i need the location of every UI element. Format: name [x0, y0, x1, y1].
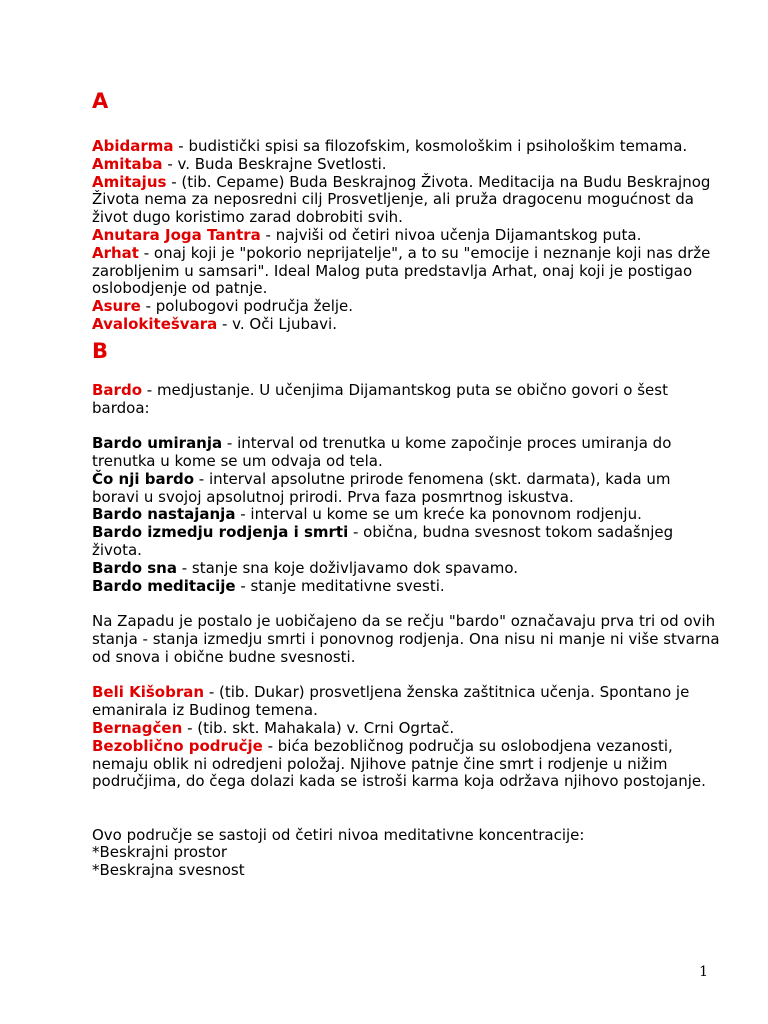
entry-amitaba: [92, 156, 722, 174]
spacer: [92, 417, 722, 435]
bardo-term: Bardo sna: [92, 558, 177, 577]
formless-list-item: *Beskrajni prostor: [92, 843, 228, 862]
formless-list-item: *Beskrajna svesnost: [92, 861, 245, 880]
entry-definition: - budistički spisi sa filozofskim, kosmološkim i psihološkim temama.: [173, 137, 688, 155]
spacer: [92, 667, 722, 685]
entry-term: Abidarma: [92, 137, 174, 155]
entry-avalokitesvara: [92, 316, 722, 334]
page-number: 1: [699, 964, 708, 980]
entry-asure: [92, 298, 722, 316]
section-heading-b: B: [92, 338, 109, 363]
entry-definition: - v. Buda Beskrajne Svetlosti.: [162, 154, 387, 173]
bardo-definition: - interval u kome se um kreće ka ponovnom rodjenju.: [235, 505, 642, 524]
bardo-term: Bardo umiranja: [92, 434, 223, 453]
bardo-term: Čo nji bardo: [92, 469, 195, 488]
entry-definition: - v. Oči Ljubavi.: [217, 314, 337, 333]
bardo-term: Bardo meditacije: [92, 576, 236, 595]
bardo-paragraph: Na Zapadu je postalo je uobičajeno da se rečju "bardo" označavaju prva tri od ovih stanja - stanja izmedju smrti i ponovnog rodjenja. Ona nisu ni manje ni više stvarna od snova i obične budne svesnosti.: [92, 612, 720, 666]
bardo-definition: - obična, budna svesnost tokom sadašnjeg života.: [92, 523, 674, 559]
entry-term: Avalokitešvara: [92, 314, 218, 333]
section-heading-a: A: [92, 89, 109, 113]
entry-term: Bardo: [92, 380, 142, 399]
bardo-item: [92, 578, 722, 596]
glossary-content: [92, 88, 722, 880]
bardo-term: Bardo nastajanja: [92, 505, 236, 524]
entry-definition: - polubogovi područja želje.: [140, 297, 354, 316]
spacer: [92, 595, 722, 613]
entry-term: Arhat: [92, 243, 139, 262]
entry-term: Bezoblično područje: [92, 736, 263, 755]
entry-arhat: [92, 245, 722, 298]
entry-bardo: [92, 382, 722, 418]
entry-definition: - (tib. Cepame) Buda Beskrajnog Života. Meditacija na Budu Beskrajnog Života nema za neposredni cilj Prosvetljenje, ali pruža dragocenu mogućnost da život dugo koristimo zarad dobrobiti svih.: [92, 172, 711, 227]
bardo-item: [92, 471, 722, 507]
entry-term: Beli Kišobran: [92, 683, 205, 702]
entry-anutara-joga-tantra: [92, 227, 722, 245]
entry-term: Asure: [92, 297, 141, 316]
bardo-item: [92, 435, 722, 471]
entry-amitajus: [92, 174, 722, 227]
entry-beli-kisobran: [92, 684, 722, 720]
entry-definition: - (tib. Dukar) prosvetljena ženska zaštitnica učenja. Spontano je emanirala iz Budinog temena.: [92, 683, 690, 720]
entry-term: Amitaba: [92, 154, 163, 173]
entry-bernagcen: [92, 720, 722, 738]
formless-intro: Ovo područje se sastoji od četiri nivoa meditativne koncentracije:: [92, 825, 585, 844]
bardo-definition: - interval od trenutka u kome započinje proces umiranja do trenutka u kome se um odvaja od tela.: [92, 434, 672, 470]
bardo-item: [92, 560, 722, 578]
bardo-definition: - stanje sna koje doživljavamo dok spavamo.: [176, 558, 519, 577]
bardo-term: Bardo izmedju rodjenja i smrti: [92, 523, 349, 542]
entry-definition: - bića bezobličnog područja su oslobodjena vezanosti, nemaju oblik ni odredjeni položaj. Njihove patnje čine smrt i rodjenje u nižim područjima, do čega dolazi kada se istroši karma koja održava njihovo postojanje.: [92, 736, 706, 791]
entry-abidarma: [92, 138, 722, 156]
spacer: [92, 791, 722, 827]
bardo-definition: - interval apsolutne prirode fenomena (skt. darmata), kada um boravi u svojoj apsolutnoj prirodi. Prva faza posmrtnog iskustva.: [92, 469, 671, 506]
entry-term: Anutara Joga Tantra: [92, 225, 261, 244]
bardo-definition: - stanje meditativne svesti.: [235, 576, 445, 595]
entry-definition: - (tib. skt. Mahakala) v. Crni Ogrtač.: [182, 718, 455, 737]
entry-bezoblicno-podrucje: [92, 738, 722, 791]
entry-definition: - najviši od četiri nivoa učenja Dijamantskog puta.: [260, 225, 642, 244]
entry-definition: - medjustanje. U učenjima Dijamantskog puta se obično govori o šest bardoa:: [92, 380, 668, 417]
entry-term: Amitajus: [92, 172, 167, 191]
bardo-item: [92, 506, 722, 524]
entry-definition: - onaj koji je "pokorio neprijatelje", a to su "emocije i neznanje koji nas drže zarobljenim u samsari". Ideal Malog puta predstavlja Arhat, onaj koji je postigao oslobodjenje od patnje.: [92, 243, 711, 298]
bardo-item: [92, 524, 722, 560]
entry-term: Bernagčen: [92, 718, 183, 737]
